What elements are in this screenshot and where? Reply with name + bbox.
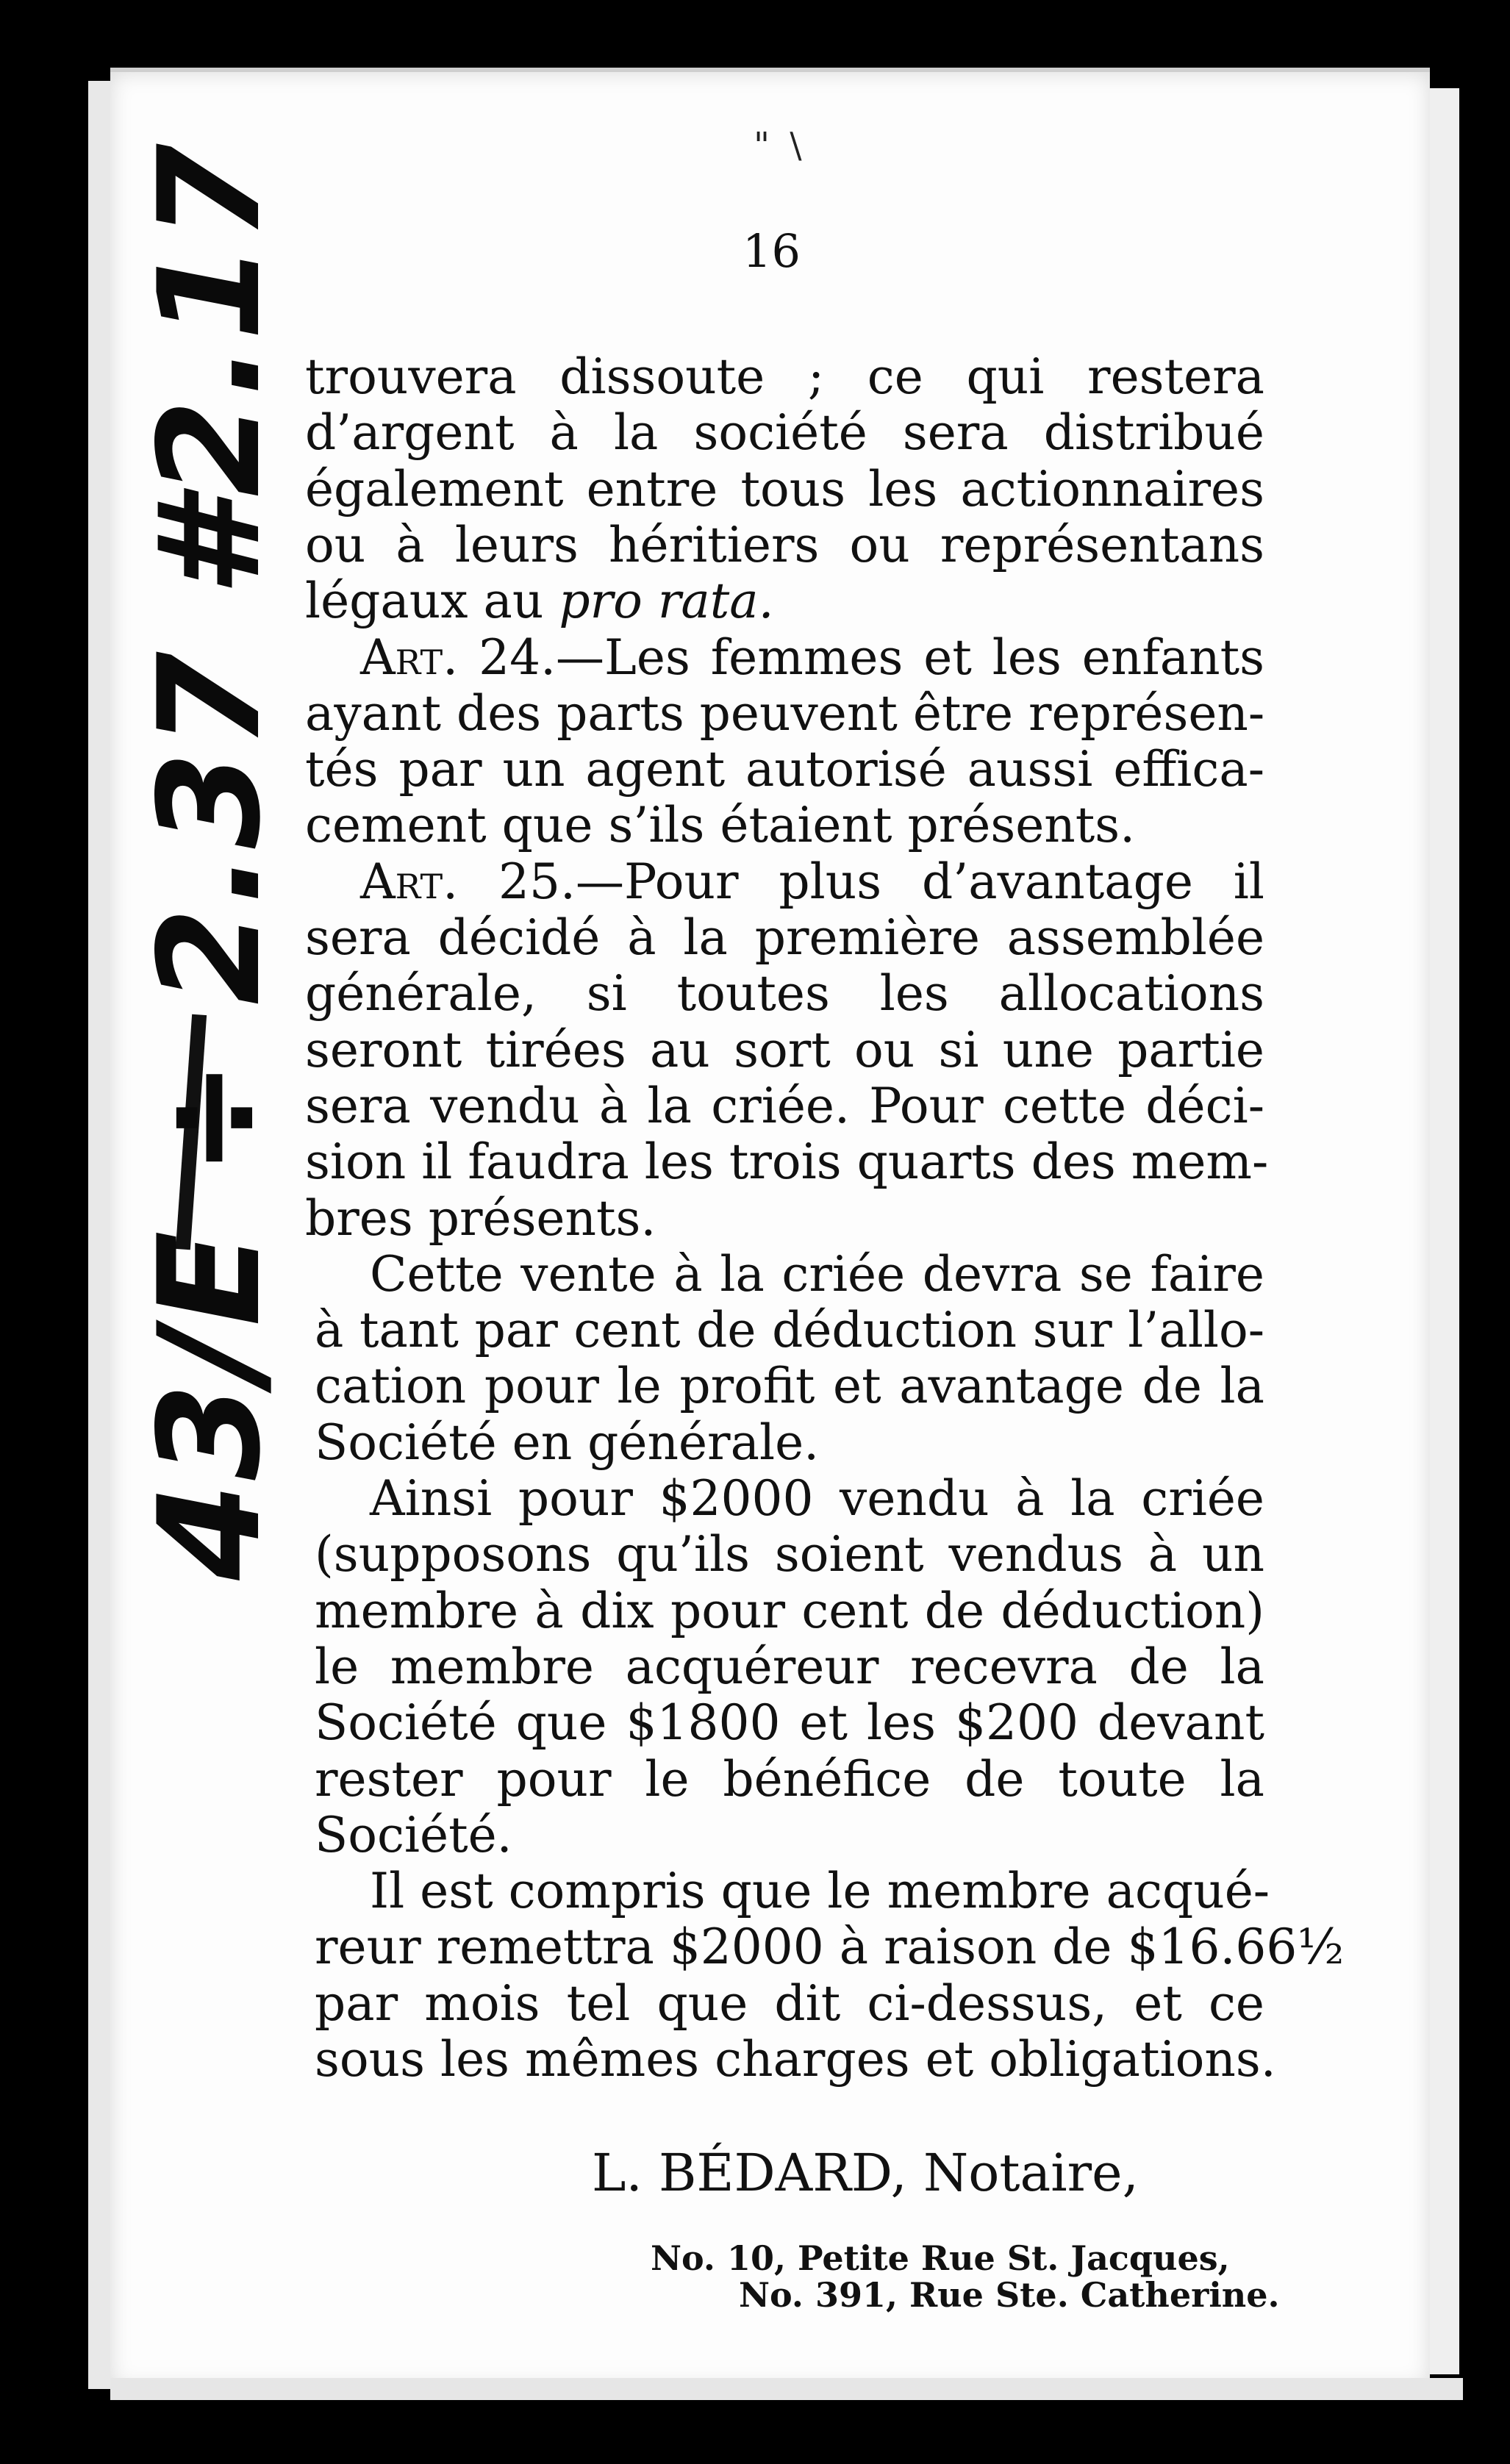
- line-text: par mois tel que dit ci-dessus, et ce: [315, 1974, 1264, 2032]
- line-text: reur remettra $2000 à raison de $16.66½: [315, 1919, 1345, 1976]
- line-text: seront tirées au sort ou si une partie: [305, 1021, 1264, 1078]
- line-text: trouvera dissoute ; ce qui restera: [305, 348, 1264, 405]
- line-text: sera décidé à la première assemblée: [305, 909, 1264, 966]
- text-line: [305, 516, 1264, 573]
- text-line: [370, 1863, 1270, 1920]
- line-text: légaux au: [305, 573, 559, 630]
- text-line: [305, 460, 1264, 517]
- line-text: également entre tous les actionnaires: [305, 460, 1264, 517]
- line-text: rester pour le bénéfice de toute la: [315, 1750, 1264, 1808]
- address-line-2: No. 391, Rue Ste. Catherine.: [739, 2275, 1280, 2315]
- signature-line: L. BÉDARD, Notaire,: [592, 2143, 1139, 2203]
- line-text: tés par un agent autorisé aussi effica-: [305, 741, 1264, 798]
- text-line: [305, 573, 1264, 630]
- text-line: [305, 1077, 1264, 1134]
- text-line: [315, 1582, 1264, 1639]
- page-number: 16: [743, 224, 801, 278]
- line-text: sera vendu à la criée. Pour cette déci-: [305, 1077, 1264, 1134]
- text-line: [315, 1414, 1264, 1471]
- line-text: (supposons qu’ils soient vendus à un: [315, 1526, 1264, 1583]
- text-line: [305, 1133, 1269, 1191]
- line-text: sous les mêmes charges et obligations.: [315, 2031, 1276, 2088]
- line-text: d’argent à la société sera distribué: [305, 404, 1264, 462]
- line-text: bres présents.: [305, 1189, 656, 1247]
- text-line: [305, 404, 1264, 462]
- line-text: sion il faudra les trois quarts des mem-: [305, 1133, 1269, 1191]
- line-text: ayant des parts peuvent être représen-: [305, 684, 1265, 742]
- line-text: membre à dix pour cent de déduction): [315, 1582, 1264, 1639]
- line-text: Il est compris que le membre acqué-: [370, 1863, 1270, 1920]
- text-line: [360, 628, 1264, 686]
- ink-mark: " \: [754, 125, 806, 166]
- text-line: [315, 1974, 1264, 2032]
- line-text: Société que $1800 et les $200 devant: [315, 1694, 1264, 1752]
- line-text: à tant par cent de déduction sur l’allo-: [315, 1302, 1264, 1359]
- line-text: cation pour le profit et avantage de la: [315, 1358, 1264, 1415]
- text-line: [305, 684, 1265, 742]
- text-line: [315, 1919, 1345, 1976]
- page-right-edge: [1430, 88, 1459, 2374]
- text-line: [370, 1245, 1264, 1303]
- text-line: [360, 853, 1264, 910]
- text-line: [315, 1302, 1264, 1359]
- italic-text: pro rata.: [559, 573, 774, 630]
- line-text: Société.: [315, 1806, 512, 1863]
- address-line-1: No. 10, Petite Rue St. Jacques,: [651, 2238, 1230, 2278]
- text-line: [305, 797, 1264, 854]
- article-label: Art.: [360, 853, 459, 910]
- article-label: Art.: [360, 628, 459, 686]
- line-text: ou à leurs héritiers ou représentans: [305, 516, 1264, 573]
- text-line: [315, 1358, 1264, 1415]
- text-line: [315, 1750, 1264, 1808]
- text-line: [315, 1526, 1264, 1583]
- text-line: [315, 2031, 1276, 2088]
- text-line: [305, 965, 1264, 1023]
- text-line: [305, 1021, 1264, 1078]
- line-text: Cette vente à la criée devra se faire: [370, 1245, 1264, 1303]
- line-text: 25.—Pour plus d’avantage il: [458, 853, 1264, 910]
- text-line: [315, 1638, 1264, 1695]
- text-line: [315, 1694, 1264, 1752]
- text-line: [305, 348, 1264, 405]
- line-text: générale, si toutes les allocations: [305, 965, 1264, 1023]
- text-line: [305, 741, 1264, 798]
- page-bottom-edge: [110, 2378, 1463, 2400]
- text-line: [305, 1189, 1264, 1247]
- text-line: [305, 909, 1264, 966]
- line-text: cement que s’ils étaient présents.: [305, 797, 1136, 854]
- line-text: 24.—Les femmes et les enfants: [458, 628, 1264, 686]
- line-text: Société en générale.: [315, 1414, 820, 1471]
- handwritten-note: 43/E ÷ 2.37 #2.17: [129, 140, 291, 1580]
- text-line: [315, 1806, 1264, 1863]
- line-text: le membre acquéreur recevra de la: [315, 1638, 1264, 1695]
- text-line: [370, 1470, 1264, 1527]
- line-text: Ainsi pour $2000 vendu à la criée: [370, 1470, 1264, 1527]
